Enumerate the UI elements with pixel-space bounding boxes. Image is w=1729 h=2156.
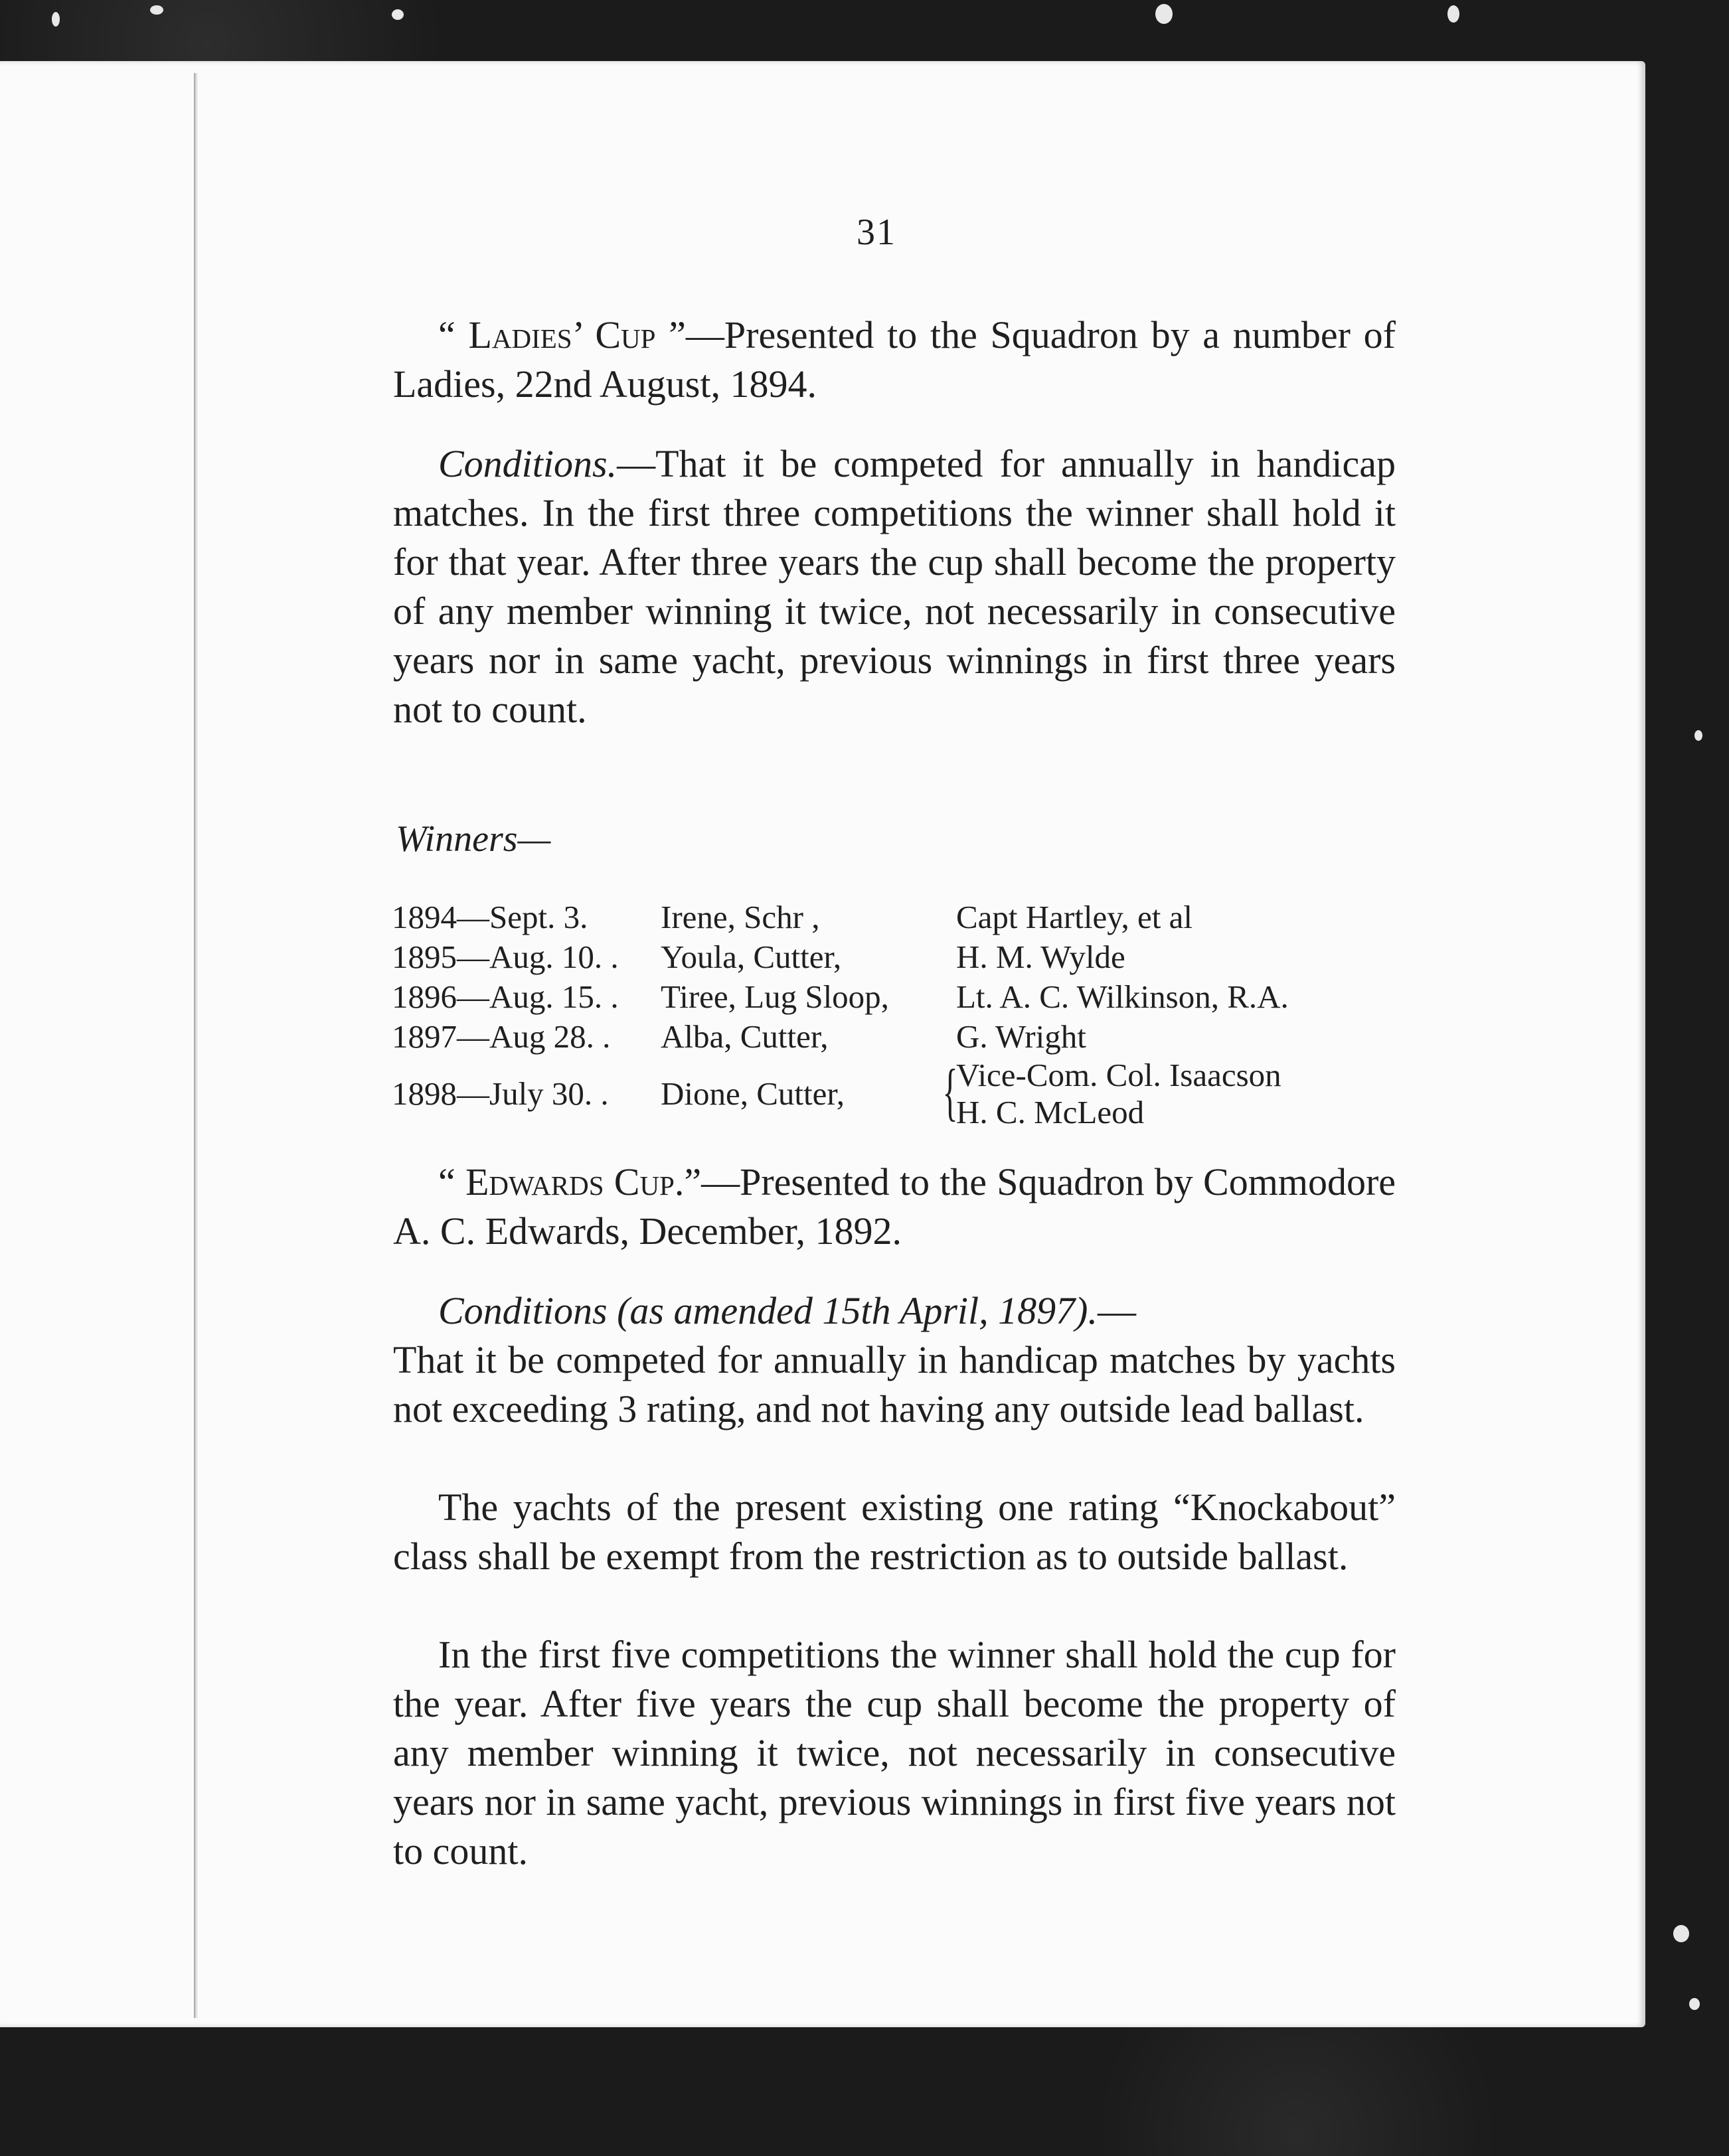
edwards-cup-paragraph-2: The yachts of the present existing one rating “Knockabout” class shall be exempt from the restriction as to outside ballast. <box>393 1486 1396 1578</box>
winner-yacht: Youla, Cutter, <box>661 939 842 975</box>
dust-speck <box>1447 5 1459 23</box>
dust-speck <box>150 5 163 15</box>
winner-owner: H. M. Wylde <box>956 939 1125 975</box>
ladies-cup-intro-text: —Presented to the Squadron by a number of Ladies, 22nd August, 1894. <box>393 313 1396 406</box>
dust-speck <box>1694 730 1702 741</box>
winner-yacht: Irene, Schr , <box>661 899 820 935</box>
ladies-cup-conditions-text: —That it be competed for annually in handicap matches. In the first three competitions the winner shall hold it for that year. After three years the cup shall become the property of any member winning it twice, not necessarily in consecutive years nor in same yacht, previous winnings in first three years not to count. <box>393 442 1396 731</box>
edwards-cup-paragraph-3: In the first five competitions the winner shall hold the cup for the year. After five years the cup shall become the property of any member winning it twice, not necessarily in consecutive years nor in same yacht, previous winnings in first five years not to count. <box>393 1633 1396 1873</box>
dust-speck <box>1689 1998 1700 2010</box>
winner-date: 1898—July 30. . <box>392 1075 609 1112</box>
winner-yacht: Tiree, Lug Sloop, <box>661 978 889 1015</box>
dust-speck <box>1155 4 1173 24</box>
edwards-cup-title: “ Edwards Cup.” <box>438 1160 702 1203</box>
ladies-cup-intro <box>393 311 1396 409</box>
edwards-cup-conditions-dash: — <box>1097 1289 1136 1332</box>
winner-owner: Capt Hartley, et al <box>956 899 1193 935</box>
dust-speck <box>392 9 404 20</box>
winner-date: 1895—Aug. 10. . <box>392 939 619 975</box>
winners-label: Winners— <box>396 818 551 860</box>
winner-owner-second: H. C. McLeod <box>956 1094 1145 1130</box>
winner-owner-first: Vice-Com. Col. Isaacson <box>956 1057 1281 1093</box>
edwards-cup-intro-text: —Presented to the Squadron by Commodore A. C. Edwards, December, 1892. <box>393 1160 1396 1253</box>
dust-speck <box>1673 1925 1689 1942</box>
winner-yacht: Alba, Cutter, <box>661 1018 829 1055</box>
winner-owner <box>956 1057 1281 1131</box>
winner-date: 1896—Aug. 15. . <box>392 978 619 1015</box>
ladies-cup-conditions-label: Conditions. <box>438 442 618 485</box>
edwards-cup-conditions <box>393 1286 1396 1336</box>
winner-date: 1894—Sept. 3. <box>392 899 588 935</box>
edwards-cup-conditions-label: Conditions (as amended 15th April, 1897). <box>438 1289 1098 1332</box>
page-gutter <box>194 73 198 2018</box>
ladies-cup-title: “ Ladies’ Cup ” <box>438 313 686 356</box>
ladies-cup-conditions <box>393 439 1396 734</box>
winner-yacht: Dione, Cutter, <box>661 1075 845 1112</box>
edwards-cup-paragraph-1: That it be competed for annually in handicap matches by yachts not exceeding 3 rating, and not having any outside lead ballast. <box>393 1338 1396 1430</box>
winner-owner: Lt. A. C. Wilkinson, R.A. <box>956 978 1289 1015</box>
page-number: 31 <box>857 212 896 253</box>
winner-date: 1897—Aug 28. . <box>392 1018 611 1055</box>
winner-owner: G. Wright <box>956 1018 1086 1055</box>
edwards-cup-intro <box>393 1158 1396 1256</box>
dust-speck <box>52 12 60 27</box>
brace-glyph: { <box>942 1056 958 1127</box>
